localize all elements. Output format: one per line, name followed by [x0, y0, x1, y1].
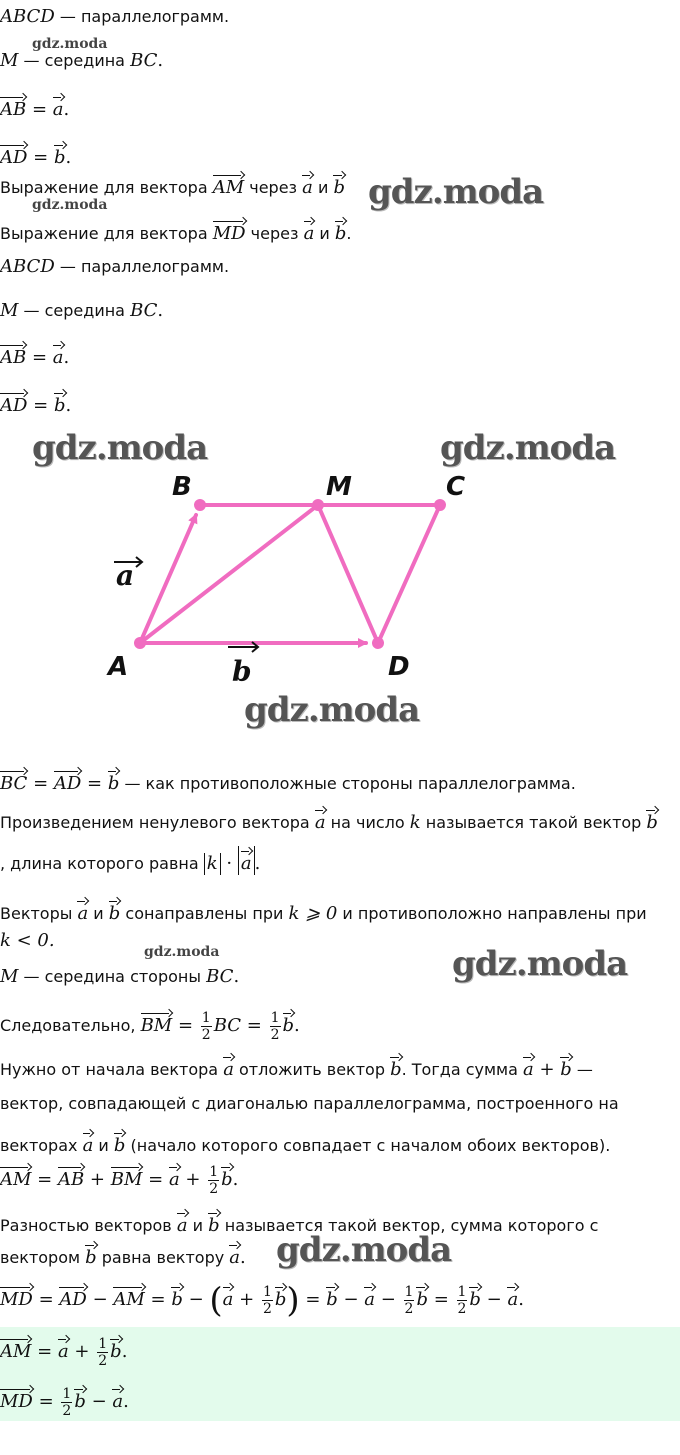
given-abcd-line-2: ABCD — параллелограмм.: [0, 256, 230, 277]
label-b: B: [172, 472, 192, 502]
watermark: gdz.moda: [244, 690, 420, 730]
solution-line-12: Разностью векторов a и b называется такой вектор, сумма которого с: [0, 1208, 598, 1237]
watermark: gdz.moda: [452, 944, 628, 984]
label-d: D: [388, 652, 410, 682]
given-m-line-2: M — середина BC.: [0, 300, 164, 321]
solution-line-10: векторах a и b (начало которого совпадает с началом обоих векторов).: [0, 1128, 610, 1157]
label-c: C: [446, 472, 466, 502]
label-a: A: [108, 652, 129, 682]
segment-am: [140, 505, 318, 643]
solution-line-8: Нужно от начала вектора a отложить вектор b. Тогда сумма a + b —: [0, 1052, 593, 1081]
solution-line-4: Векторы a и b сонаправлены при k ⩾ 0 и противоположно направлены при: [0, 896, 647, 925]
given-ad-line-2: AD = b.: [0, 388, 71, 417]
watermark: gdz.moda: [144, 944, 220, 960]
question-md-line: Выражение для вектора MD через a и b.: [0, 216, 352, 245]
solution-line-1: BC = AD = b — как противоположные стороны параллелограмма.: [0, 766, 576, 795]
segment-cd: [378, 505, 440, 643]
point-d: [372, 637, 384, 649]
solution-line-13: вектором b равна вектору a.: [0, 1240, 246, 1269]
watermark: gdz.moda: [32, 428, 208, 468]
given-ab-line: AB = a.: [0, 92, 69, 121]
watermark: gdz.moda: [276, 1230, 452, 1270]
solution-line-6: M — середина стороны BC.: [0, 966, 240, 987]
given-m-line: M — середина BC.: [0, 50, 164, 71]
watermark: gdz.moda: [32, 36, 108, 52]
point-m: [312, 499, 324, 511]
watermark: gdz.moda: [368, 172, 544, 212]
solution-line-2: Произведением ненулевого вектора a на число k называется такой вектор b: [0, 805, 658, 834]
solution-line-3: , длина которого равна k · a .: [0, 846, 260, 875]
solution-line-7: Следовательно, BM = $\frac{1}{2}$ BC = $\frac{1}{2}$ b.: [0, 1010, 300, 1043]
label-m: M: [326, 472, 352, 502]
label-vec-a: a: [116, 559, 135, 592]
label-vec-b: b: [232, 655, 252, 688]
answer-md-line: MD = $\frac{1}{2}$ b − a.: [0, 1386, 129, 1419]
answer-am-line: AM = a + $\frac{1}{2}$ b.: [0, 1336, 128, 1369]
solution-line-14: MD = AD − AM = b − (a + $\frac{1}{2}$ b) = b − a − $\frac{1}{2}$ b = $\frac{1}{2}$ b − a.: [0, 1280, 524, 1321]
point-c: [434, 499, 446, 511]
watermark: gdz.moda: [32, 197, 108, 213]
given-ad-line: AD = b.: [0, 140, 71, 169]
given-ab-line-2: AB = a.: [0, 340, 69, 369]
point-b: [194, 499, 206, 511]
given-abcd-line: ABCD — параллелограмм.: [0, 6, 230, 27]
question-am-line: Выражение для вектора AM через a и b: [0, 170, 345, 199]
solution-line-11: AM = AB + BM = a + $\frac{1}{2}$ b.: [0, 1164, 239, 1197]
solution-line-5: k < 0.: [0, 930, 55, 951]
segment-md: [318, 505, 378, 643]
solution-line-9: вектор, совпадающей с диагональю параллелограмма, построенного на: [0, 1094, 619, 1113]
watermark: gdz.moda: [440, 428, 616, 468]
point-a: [134, 637, 146, 649]
